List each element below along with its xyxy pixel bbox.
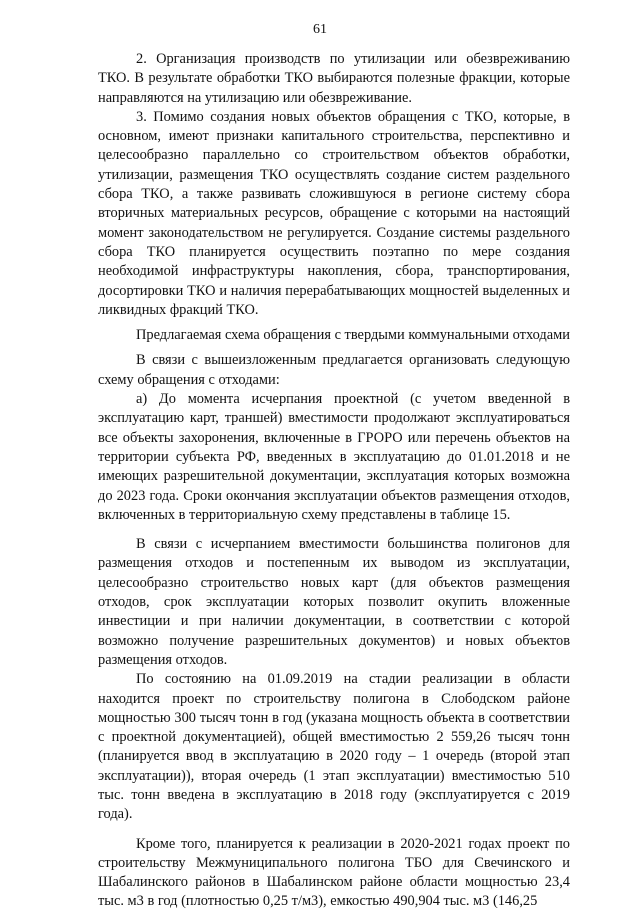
section-heading: Предлагаемая схема обращения с твердыми коммунальными отходами [136,327,570,344]
paragraph: 2. Организация производств по утилизации или обезвреживанию ТКО. В результате обработки ТКО выбираются полезные фракции, которые направляются на утилизацию или обезвреживание. [98,51,570,106]
paragraph: В связи с исчерпанием вместимости большинства полигонов для размещения отходов и постепенным их выводом из эксплуатации, целесообразно строительство новых карт (для объектов размещения отходов, срок эксплуатации которых позволит окупить вложенные инвестиции и при наличии документации, в соответствии с которой возможно получение разрешительных документов) и новых объектов размещения отходов. [98,536,570,668]
paragraph: 3. Помимо создания новых объектов обращения с ТКО, которые, в основном, имеют признаки капитального строительства, перспективно и целесообразно параллельно со строительством объектов обработки, утилизации, размещения ТКО осуществлять создание систем раздельного сбора ТКО, а также развивать сложившуюся в регионе систему сбора вторичных материальных ресурсов, обращение с которыми на настоящий момент законодательством не регулируется. Создание системы раздельного сбора ТКО планируется осуществить поэтапно по мере создания необходимой инфраструктуры накопления, сбора, транспортирования, досортировки ТКО и наличия перерабатывающих мощностей выделенных и ликвидных фракций ТКО. [98,108,570,318]
paragraph: По состоянию на 01.09.2019 на стадии реализации в области находится проект по строительству полигона в Слободском районе мощностью 300 тысяч тонн в год (указана мощность объекта в соответствии с проектной документацией), общей вместимостью 2 559,26 тысяч тонн (планируется ввод в эксплуатацию в 2020 году – 1 очередь (второй этап эксплуатации)), вторая очередь (1 этап эксплуатации) вместимостью 510 тыс. тонн введена в эксплуатацию в 2018 году (эксплуатируется с 2019 года). [98,671,570,823]
paragraph: Кроме того, планируется к реализации в 2020-2021 годах проект по строительству Межмуниципального полигона ТБО для Свечинского и Шабалинского районов в Шабалинском районе области мощностью 23,4 тыс. м3 в год (плотностью 0,25 т/м3), емкостью 490,904 тыс. м3 (146,25 [98,835,570,910]
document-body [98,50,570,912]
paragraph: В связи с вышеизложенным предлагается организовать следующую схему обращения с отходами: [98,352,570,388]
paragraph: а) До момента исчерпания проектной (с учетом введенной в эксплуатацию карт, траншей) вместимости продолжают эксплуатироваться все объекты захоронения, включенные в ГРОРО или перечень объектов на территории субъекта РФ, введенных в эксплуатацию до 01.01.2018 и не имеющих разрешительной документации, эксплуатация которых возможна до 2023 года. Сроки окончания эксплуатации объектов размещения отходов, включенных в территориальную схему представлены в таблице 15. [98,391,570,523]
page-number: 61 [313,22,327,37]
